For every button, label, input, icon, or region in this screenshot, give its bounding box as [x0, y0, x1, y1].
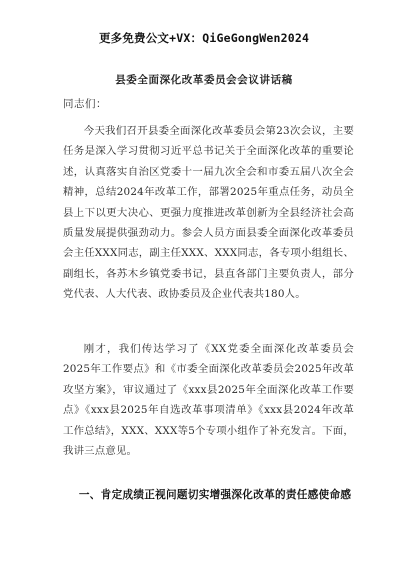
watermark-header: 更多免费公文+VX：QiGeGongWen2024	[98, 31, 310, 45]
salutation: 同志们：	[63, 98, 107, 110]
document-title: 县委全面深化改革委员会会议讲话稿	[115, 74, 293, 86]
body-paragraph-2: 刚才，我们传达学习了《XX党委全面深化改革委员会2025年工作要点》和《市委全面深化改革委员会2025年改革攻坚方案》，审议通过了《xxx县2025年全面深化改革工作要点》《xxx县2025年自选改革事项清单》《xxx县2024年改革工作总结》，XXX、XXX等5个专项小组作了补充发言。下面，我讲三点意见。	[63, 343, 354, 458]
section-heading-1: 一、肯定成绩正视问题切实增强深化改革的责任感使命感	[78, 489, 352, 501]
body-paragraph-1: 今天我们召开县委全面深化改革委员会第23次会议，主要任务是深入学习贯彻习近平总书记关于全面深化改革的重要论述，认真落实自治区党委十一届九次全会和市委五届八次全会精神，总结2024年改革工作，部署2025年重点任务，动员全县上下以更大决心、更强力度推进改革创新为全县经济社会高质量发展提供强劲动力。参会人员方面县委全面深化改革委员会主任XXX同志，副主任XXX、XXX同志，各专项小组组长、副组长，各苏木乡镇党委书记，县直各部门主要负责人，部分党代表、人大代表、政协委员及企业代表共180人。	[63, 125, 354, 301]
